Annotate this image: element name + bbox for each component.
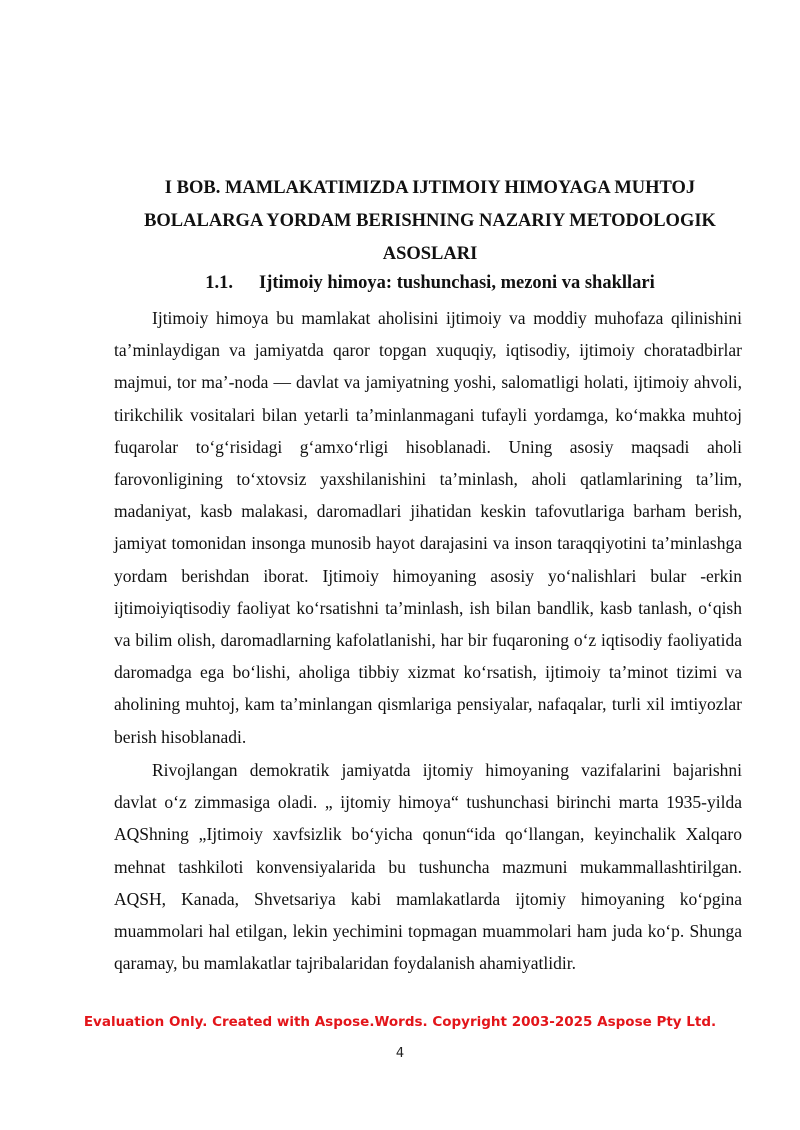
- evaluation-watermark: Evaluation Only. Created with Aspose.Words. Copyright 2003-2025 Aspose Pty Ltd.: [83, 1014, 717, 1030]
- section-title: Ijtimoiy himoya: tushunchasi, mezoni va shakllari: [259, 273, 655, 293]
- section-heading: [110, 268, 750, 298]
- chapter-title: I BOB. MAMLAKATIMIZDA IJTIMOIY HIMOYAGA MUHTOJ BOLALARGA YORDAM BERISHNING NAZARIY METODOLOGIK ASOSLARI: [144, 178, 716, 264]
- section-number: 1.1.: [205, 273, 233, 293]
- page-number: 4: [395, 1046, 405, 1061]
- body-paragraph-2: Rivojlangan demokratik jamiyatda ijtomiy himoyaning vazifalarini bajarishni davlat o‘z zimmasiga oladi. „ ijtomiy himoya“ tushunchasi birinchi marta 1935-yilda AQShning „Ijtimoiy xavfsizlik bo‘yicha qonun“ida qo‘llangan, keyinchalik Xalqaro mehnat tashkiloti konvensiyalarida bu tushuncha mazmuni mukammallashtirilgan. AQSH, Kanada, Shvetsariya kabi mamlakatlarda ijtomiy himoyaning ko‘pgina muammolari hal etilgan, lekin yechimini topmagan muammolari ham juda ko‘p. Shunga qaramay, bu mamlakatlar tajribalaridan foydalanish ahamiyatlidir.: [114, 760, 742, 974]
- body-paragraph-1: Ijtimoiy himoya bu mamlakat aholisini ijtimoiy va moddiy muhofaza qilinishini ta’minlaydigan va jamiyatda qaror topgan xuquqiy, iqtisodiy, ijtimoiy choratadbirlar majmui, tor ma’-noda — davlat va jamiyatning yoshi, salomatligi holati, ijtimoiy ahvoli, tirikchilik vositalari bilan yetarli ta’minlanmagani tufayli yordamga, ko‘makka muhtoj fuqarolar to‘g‘risidagi g‘amxo‘rligi hisoblanadi. Uning asosiy maqsadi aholi farovonligining to‘xtovsiz yaxshilanishini ta’minlash, aholi qatlamlarining ta’lim, madaniyat, kasb malakasi, daromadlari jihatidan keskin tafovutlariga barham berish, jamiyat tomonidan insonga munosib hayot darajasini va inson taraqqiyotini ta’minlashga yordam berishdan iborat. Ijtimoiy himoyaning asosiy yo‘nalishlari bular -erkin ijtimoiyiqtisodiy faoliyat ko‘rsatishni ta’minlash, ish bilan bandlik, kasb tanlash, o‘qish va bilim olish, daromadlarning kafolatlanishi, har bir fuqaroning o‘z iqtisodiy faoliyatida daromadga ega bo‘lishi, aholiga tibbiy xizmat ko‘rsatish, ijtimoiy ta’minot tizimi va aholining muhtoj, kam ta’minlangan qismlariga pensiyalar, nafaqalar, turli xil imtiyozlar berish hisoblanadi.: [114, 308, 742, 747]
